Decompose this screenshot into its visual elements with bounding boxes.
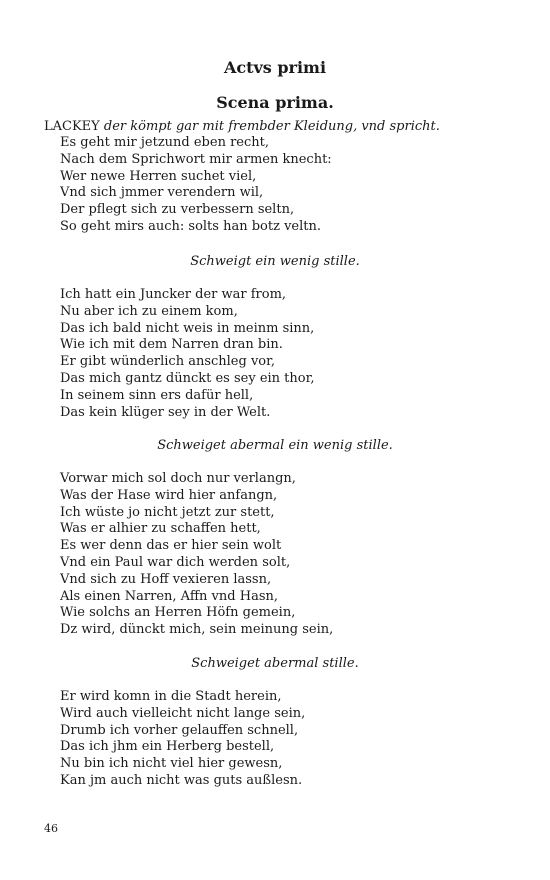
verse-line: Was der Hase wird hier anfangn, <box>60 487 278 503</box>
verse-line: Vnd sich jmmer verendern wil, <box>60 185 264 201</box>
verse-line: Nu bin ich nicht viel hier gewesn, <box>60 756 283 772</box>
verse-stanza-3 <box>60 471 333 639</box>
verse-line: Ich wüste jo nicht jetzt zur stett, <box>60 504 275 520</box>
verse-line: Das ich bald nicht weis in meinm sinn, <box>60 320 315 336</box>
stage-direction: Schweiget abermal ein wenig stille. <box>157 438 393 453</box>
verse-line: Wer newe Herren suchet viel, <box>60 168 257 184</box>
verse-line: Es wer denn das er hier sein wolt <box>60 538 282 554</box>
verse-line: Das ich jhm ein Herberg bestell, <box>60 739 275 755</box>
verse-line: Wie ich mit dem Narren dran bin. <box>60 337 283 353</box>
verse-line: Nach dem Sprichwort mir armen knecht: <box>60 151 332 167</box>
act-heading: Actvs primi <box>223 58 327 77</box>
verse-line: Vorwar mich sol doch nur verlangn, <box>60 471 296 486</box>
verse-line: Drumb ich vorher gelauffen schnell, <box>60 722 299 738</box>
verse-line: Es geht mir jetzund eben recht, <box>60 135 269 150</box>
verse-line: Der pflegt sich zu verbessern seltn, <box>60 202 295 218</box>
verse-line: Kan jm auch nicht was guts außlesn. <box>60 772 303 788</box>
verse-line: Das mich gantz dünckt es sey ein thor, <box>60 370 315 386</box>
verse-line: So geht mirs auch: solts han botz veltn. <box>60 218 321 234</box>
verse-line: Er wird komn in die Stadt herein, <box>60 689 282 704</box>
stage-direction: Schweigt ein wenig stille. <box>190 254 360 269</box>
verse-line: Was er alhier zu schaffen hett, <box>60 521 261 537</box>
speaker-line <box>44 118 440 135</box>
page-number: 46 <box>44 822 58 835</box>
verse-line: Ich hatt ein Juncker der war from, <box>60 287 287 302</box>
verse-line: Er gibt wünderlich anschleg vor, <box>60 354 276 370</box>
verse-line: Das kein klüger sey in der Welt. <box>60 404 271 420</box>
verse-stanza-4 <box>60 689 305 790</box>
scene-heading: Scena prima. <box>216 93 334 112</box>
verse-line: Wird auch vielleicht nicht lange sein, <box>60 705 306 721</box>
verse-line: Als einen Narren, Affn vnd Hasn, <box>60 588 278 604</box>
verse-line: Vnd ein Paul war dich werden solt, <box>60 554 291 570</box>
verse-line: Wie solchs an Herren Höfn gemein, <box>60 605 296 621</box>
verse-line: Vnd sich zu Hoff vexieren lassn, <box>60 571 272 587</box>
verse-line: Dz wird, dünckt mich, sein meinung sein, <box>60 622 334 638</box>
speaker-name: LACKEY <box>44 119 100 134</box>
stage-direction: Schweiget abermal stille. <box>191 656 359 671</box>
verse-stanza-2 <box>60 287 315 421</box>
verse-line: Nu aber ich zu einem kom, <box>60 303 238 319</box>
verse-stanza-1 <box>60 135 332 236</box>
verse-line: In seinem sinn ers dafür hell, <box>60 387 254 403</box>
speaker-direction: der kömpt gar mit frembder Kleidung, vnd spricht. <box>103 119 440 134</box>
